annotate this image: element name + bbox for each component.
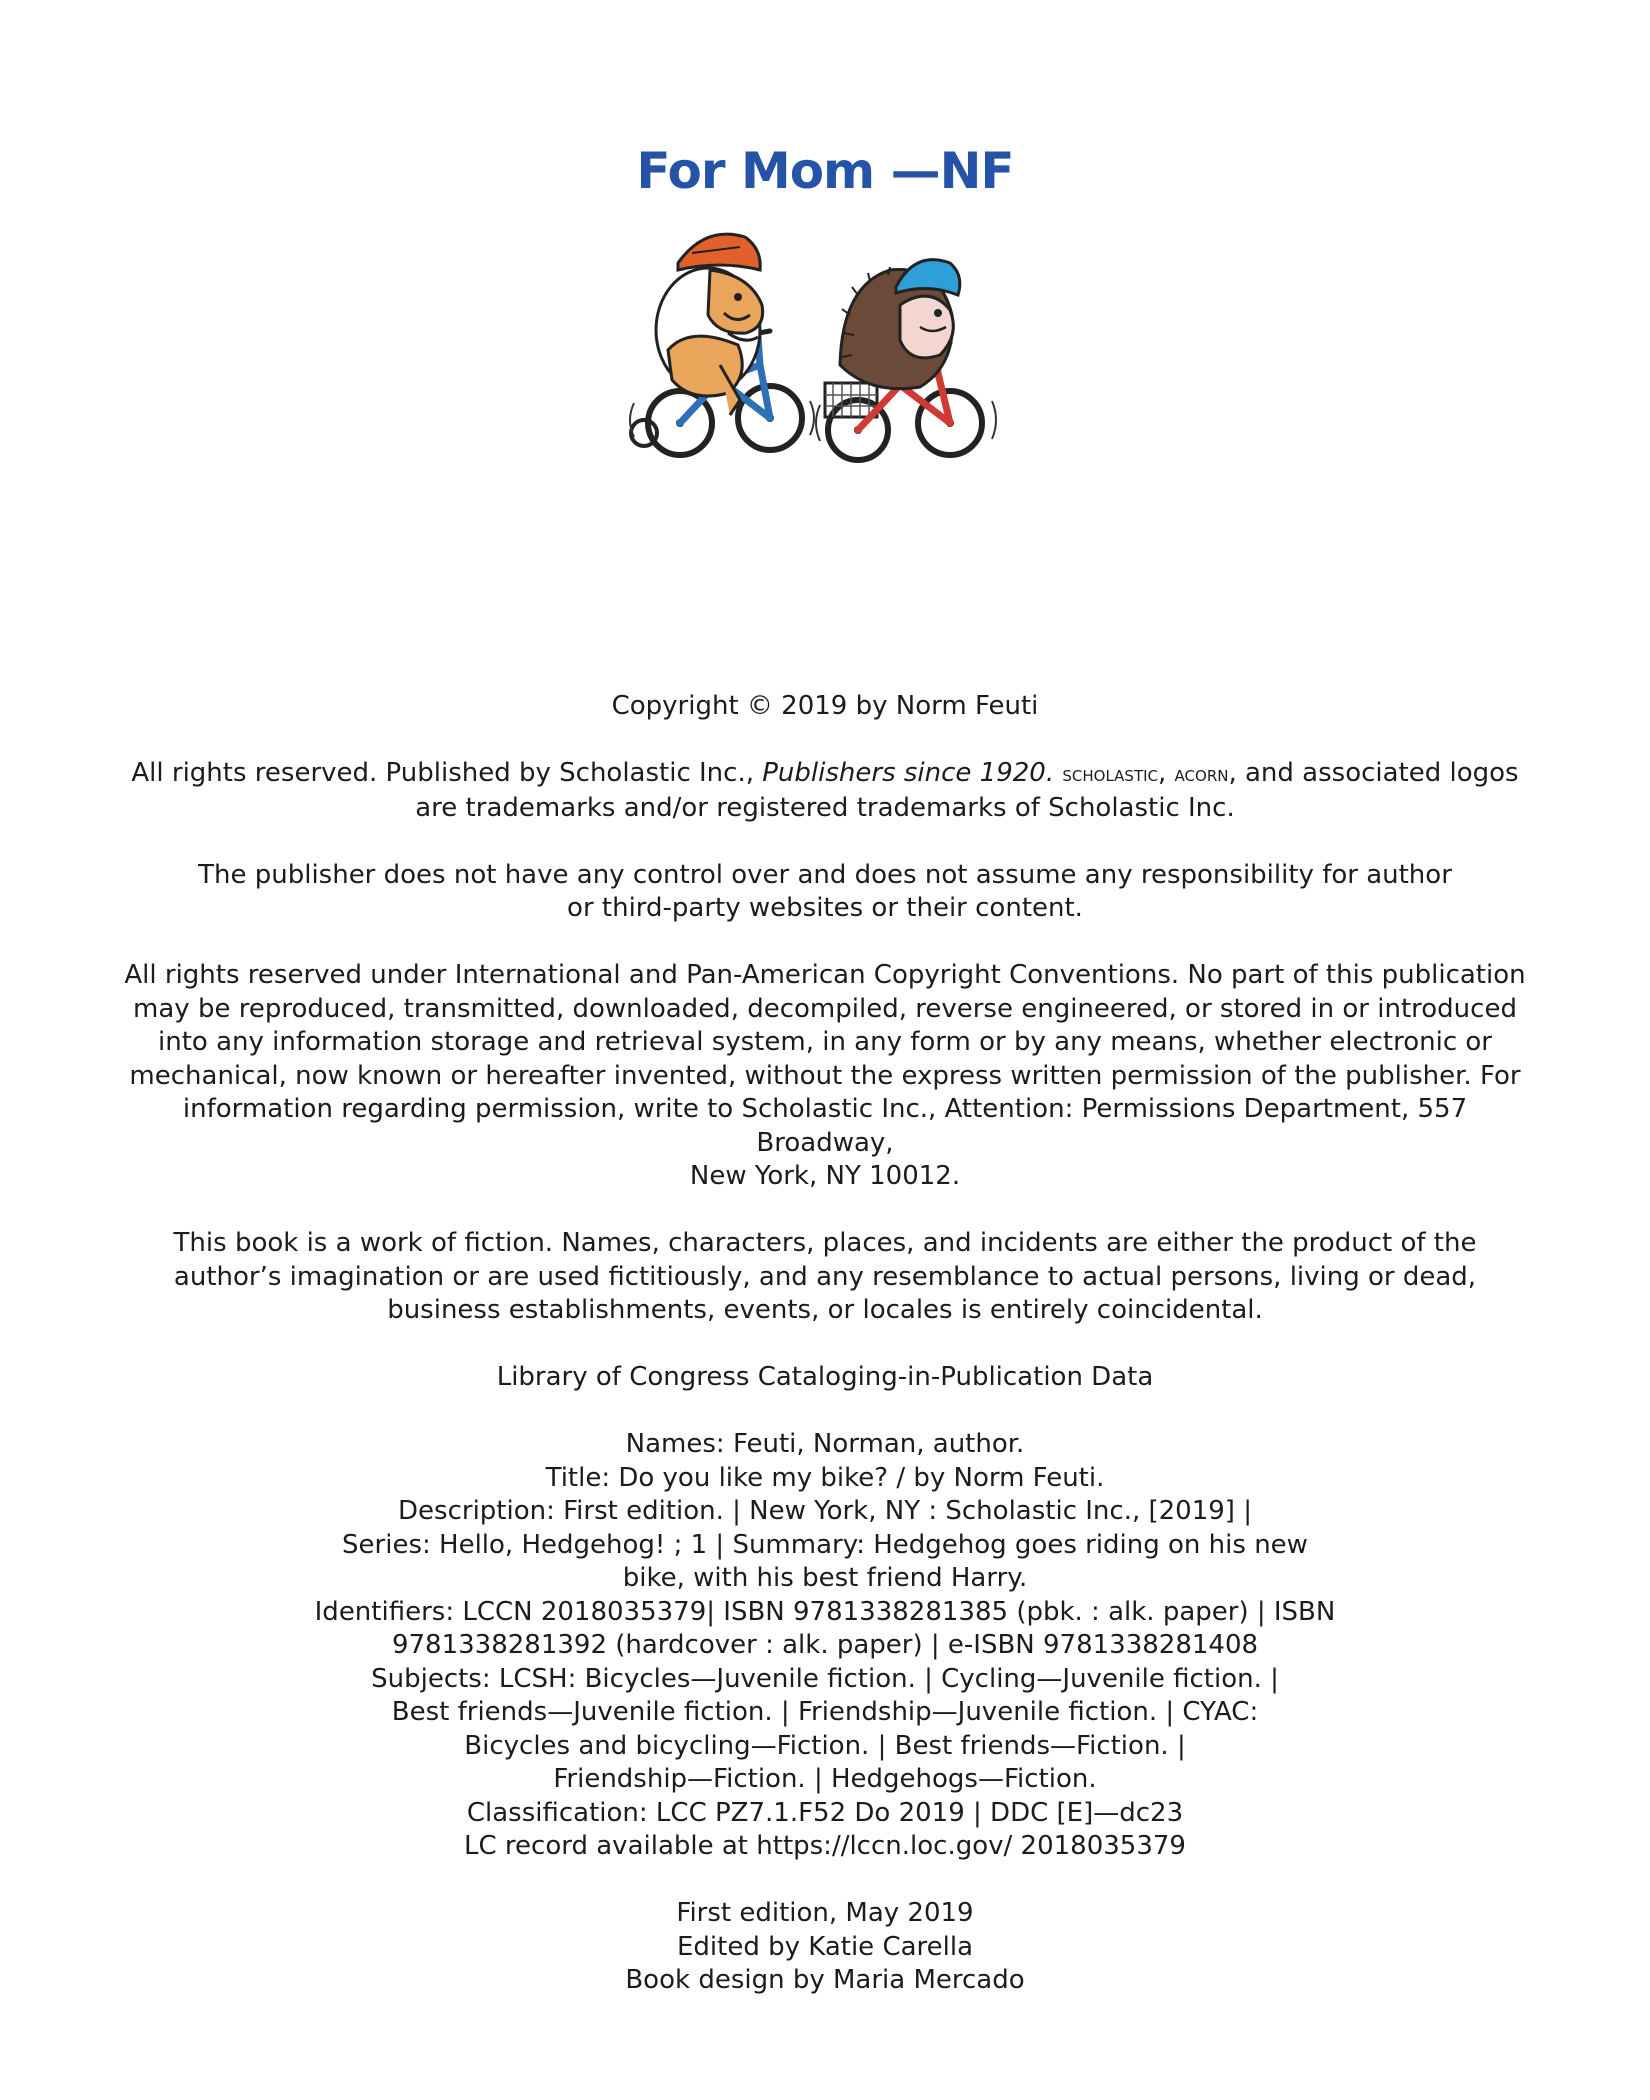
fiction-notice: This book is a work of fiction. Names, characters, places, and incidents are either the product of the author’s imagination or are used fictitiously, and any resemblance to actual persons, living or dead, business establishments, events, or locales is entirely coincidental.	[173, 1228, 1477, 1325]
trademark-acorn: acorn	[1174, 762, 1229, 787]
copyright-text	[120, 690, 1530, 1998]
edition-credits: First edition, May 2019 Edited by Katie Carella Book design by Maria Mercado	[625, 1898, 1025, 1995]
cip-heading: Library of Congress Cataloging-in-Publication Data	[496, 1362, 1154, 1392]
trademark-scholastic: scholastic	[1062, 762, 1159, 787]
guinea-pig-and-hedgehog-on-bikes-icon	[620, 215, 1020, 475]
hedgehog-bike-group	[816, 260, 996, 460]
cip-record: Names: Feuti, Norman, author. Title: Do you like my bike? / by Norm Feuti. Description: First edition. | New York, NY : Scholastic Inc., [2019] | Series: Hello, Hedgehog! ; 1 | Summary: Hedgehog goes riding on his new bike, with his best friend Harry. Identifiers: LCCN 2018035379| ISBN 9781338281385 (pbk. : alk. paper) | ISBN 9781338281392 (hardcover : alk. paper) | e-ISBN 9781338281408 Subjects: LCSH: Bicycles—Juvenile fiction. | Cycling—Juvenile fiction. | Best friends—Juvenile fiction. | Friendship—Juvenile fiction. | CYAC: Bicycles and bicycling—Fiction. | Best friends—Fiction. | Friendship—Fiction. | Hedgehogs—Fiction. Classification: LCC PZ7.1.F52 Do 2019 | DDC [E]—dc23 LC record available at https://lccn.loc.gov/ 2018035379	[314, 1429, 1336, 1861]
copyright-line: Copyright © 2019 by Norm Feuti	[611, 691, 1039, 721]
publisher-disclaimer: The publisher does not have any control over and does not assume any responsibility for author or third-party websites or their content.	[198, 859, 1452, 923]
dedication: For Mom —NF	[636, 142, 1014, 200]
rights-line-1: All rights reserved. Published by Scholastic Inc., Publishers since 1920. scholastic, acorn, and associated logos	[131, 758, 1519, 788]
rights-line-2: are trademarks and/or registered trademarks of Scholastic Inc.	[415, 792, 1235, 823]
copyright-conventions: All rights reserved under International and Pan-American Copyright Conventions. No part of this publication may be reproduced, transmitted, downloaded, decompiled, reverse engineered, or stored in or introduced into any information storage and retrieval system, in any form or by any means, whether electronic or mechanical, now known or hereafter invented, without the express written permission of the publisher. For information regarding permission, write to Scholastic Inc., Attention: Permissions Department, 557 Broadway, New York, NY 10012.	[124, 960, 1526, 1191]
rights-statement	[120, 757, 1530, 825]
guinea-pig-bike-group	[630, 234, 814, 455]
